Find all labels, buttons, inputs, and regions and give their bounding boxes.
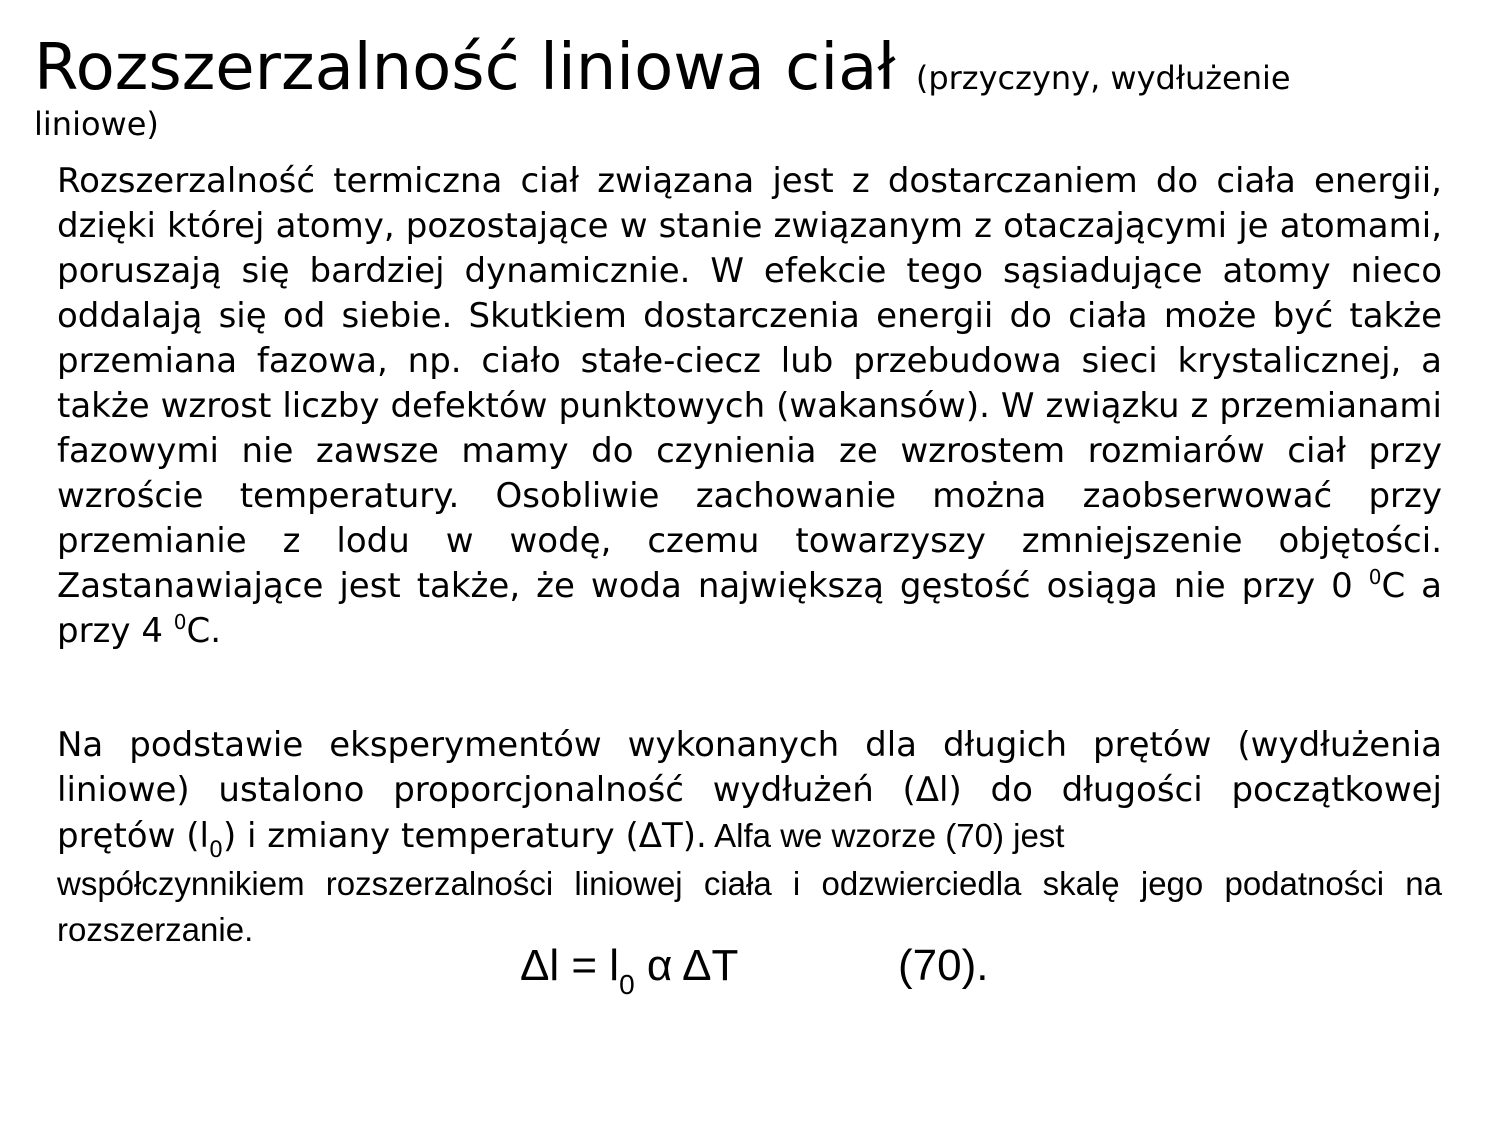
- paragraph-linear-elongation: [57, 723, 1442, 953]
- formula-lhs: Δl = l: [520, 941, 620, 990]
- slide-title: [34, 28, 1454, 144]
- formula-rhs: α ΔT: [634, 941, 739, 990]
- paragraph1-mid: C a przy 4: [57, 566, 1442, 651]
- title-subtitle-part1: (przyczyny, wydłużenie: [915, 59, 1291, 97]
- superscript-degree-1: 0: [1368, 565, 1382, 589]
- paragraph2-part1: Na podstawie eksperymentów wykonanych dla długich prętów (wydłużenia liniowe) ustalono proporcjonalność wydłużeń (Δl) do długości początkowej prętów (l: [57, 725, 1442, 856]
- title-subtitle-part2: liniowe): [34, 105, 159, 143]
- equation-number: (70).: [898, 941, 989, 990]
- paragraph2-tail: współczynnikiem rozszerzalności liniowej ciała i odzwierciedla skalę jego podatności na rozszerzanie.: [57, 865, 1442, 948]
- paragraph-thermal-expansion: [57, 159, 1442, 654]
- subscript-zero: 0: [208, 838, 223, 863]
- title-subtitle: [906, 59, 1291, 97]
- paragraph2-part3: Alfa we wzorze (70) jest: [706, 817, 1065, 854]
- superscript-degree-2: 0: [173, 610, 187, 634]
- formula-linear-expansion: [520, 938, 739, 1000]
- title-main: Rozszerzalność liniowa ciał: [34, 31, 896, 105]
- paragraph1-end: C.: [186, 611, 222, 651]
- formula-subscript: 0: [619, 969, 635, 1000]
- paragraph2-part2: ) i zmiany temperatury (ΔT).: [222, 816, 707, 856]
- paragraph1-text: Rozszerzalność termiczna ciał związana jest z dostarczaniem do ciała energii, dzięki której atomy, pozostające w stanie związanym z otaczającymi je atomami, poruszają się bardziej dynamicznie. W efekcie tego sąsiadujące atomy nieco oddalają się od siebie. Skutkiem dostarczenia energii do ciała może być także przemiana fazowa, np. ciało stałe-ciecz lub przebudowa sieci krystalicznej, a także wzrost liczby defektów punktowych (wakansów). W związku z przemianami fazowymi nie zawsze mamy do czynienia ze wzrostem rozmiarów ciał przy wzroście temperatury. Osobliwie zachowanie można zaobserwować przy przemianie z lodu w wodę, czemu towarzyszy zmniejszenie objętości. Zastanawiające jest także, że woda największą gęstość osiąga nie przy 0: [57, 161, 1442, 606]
